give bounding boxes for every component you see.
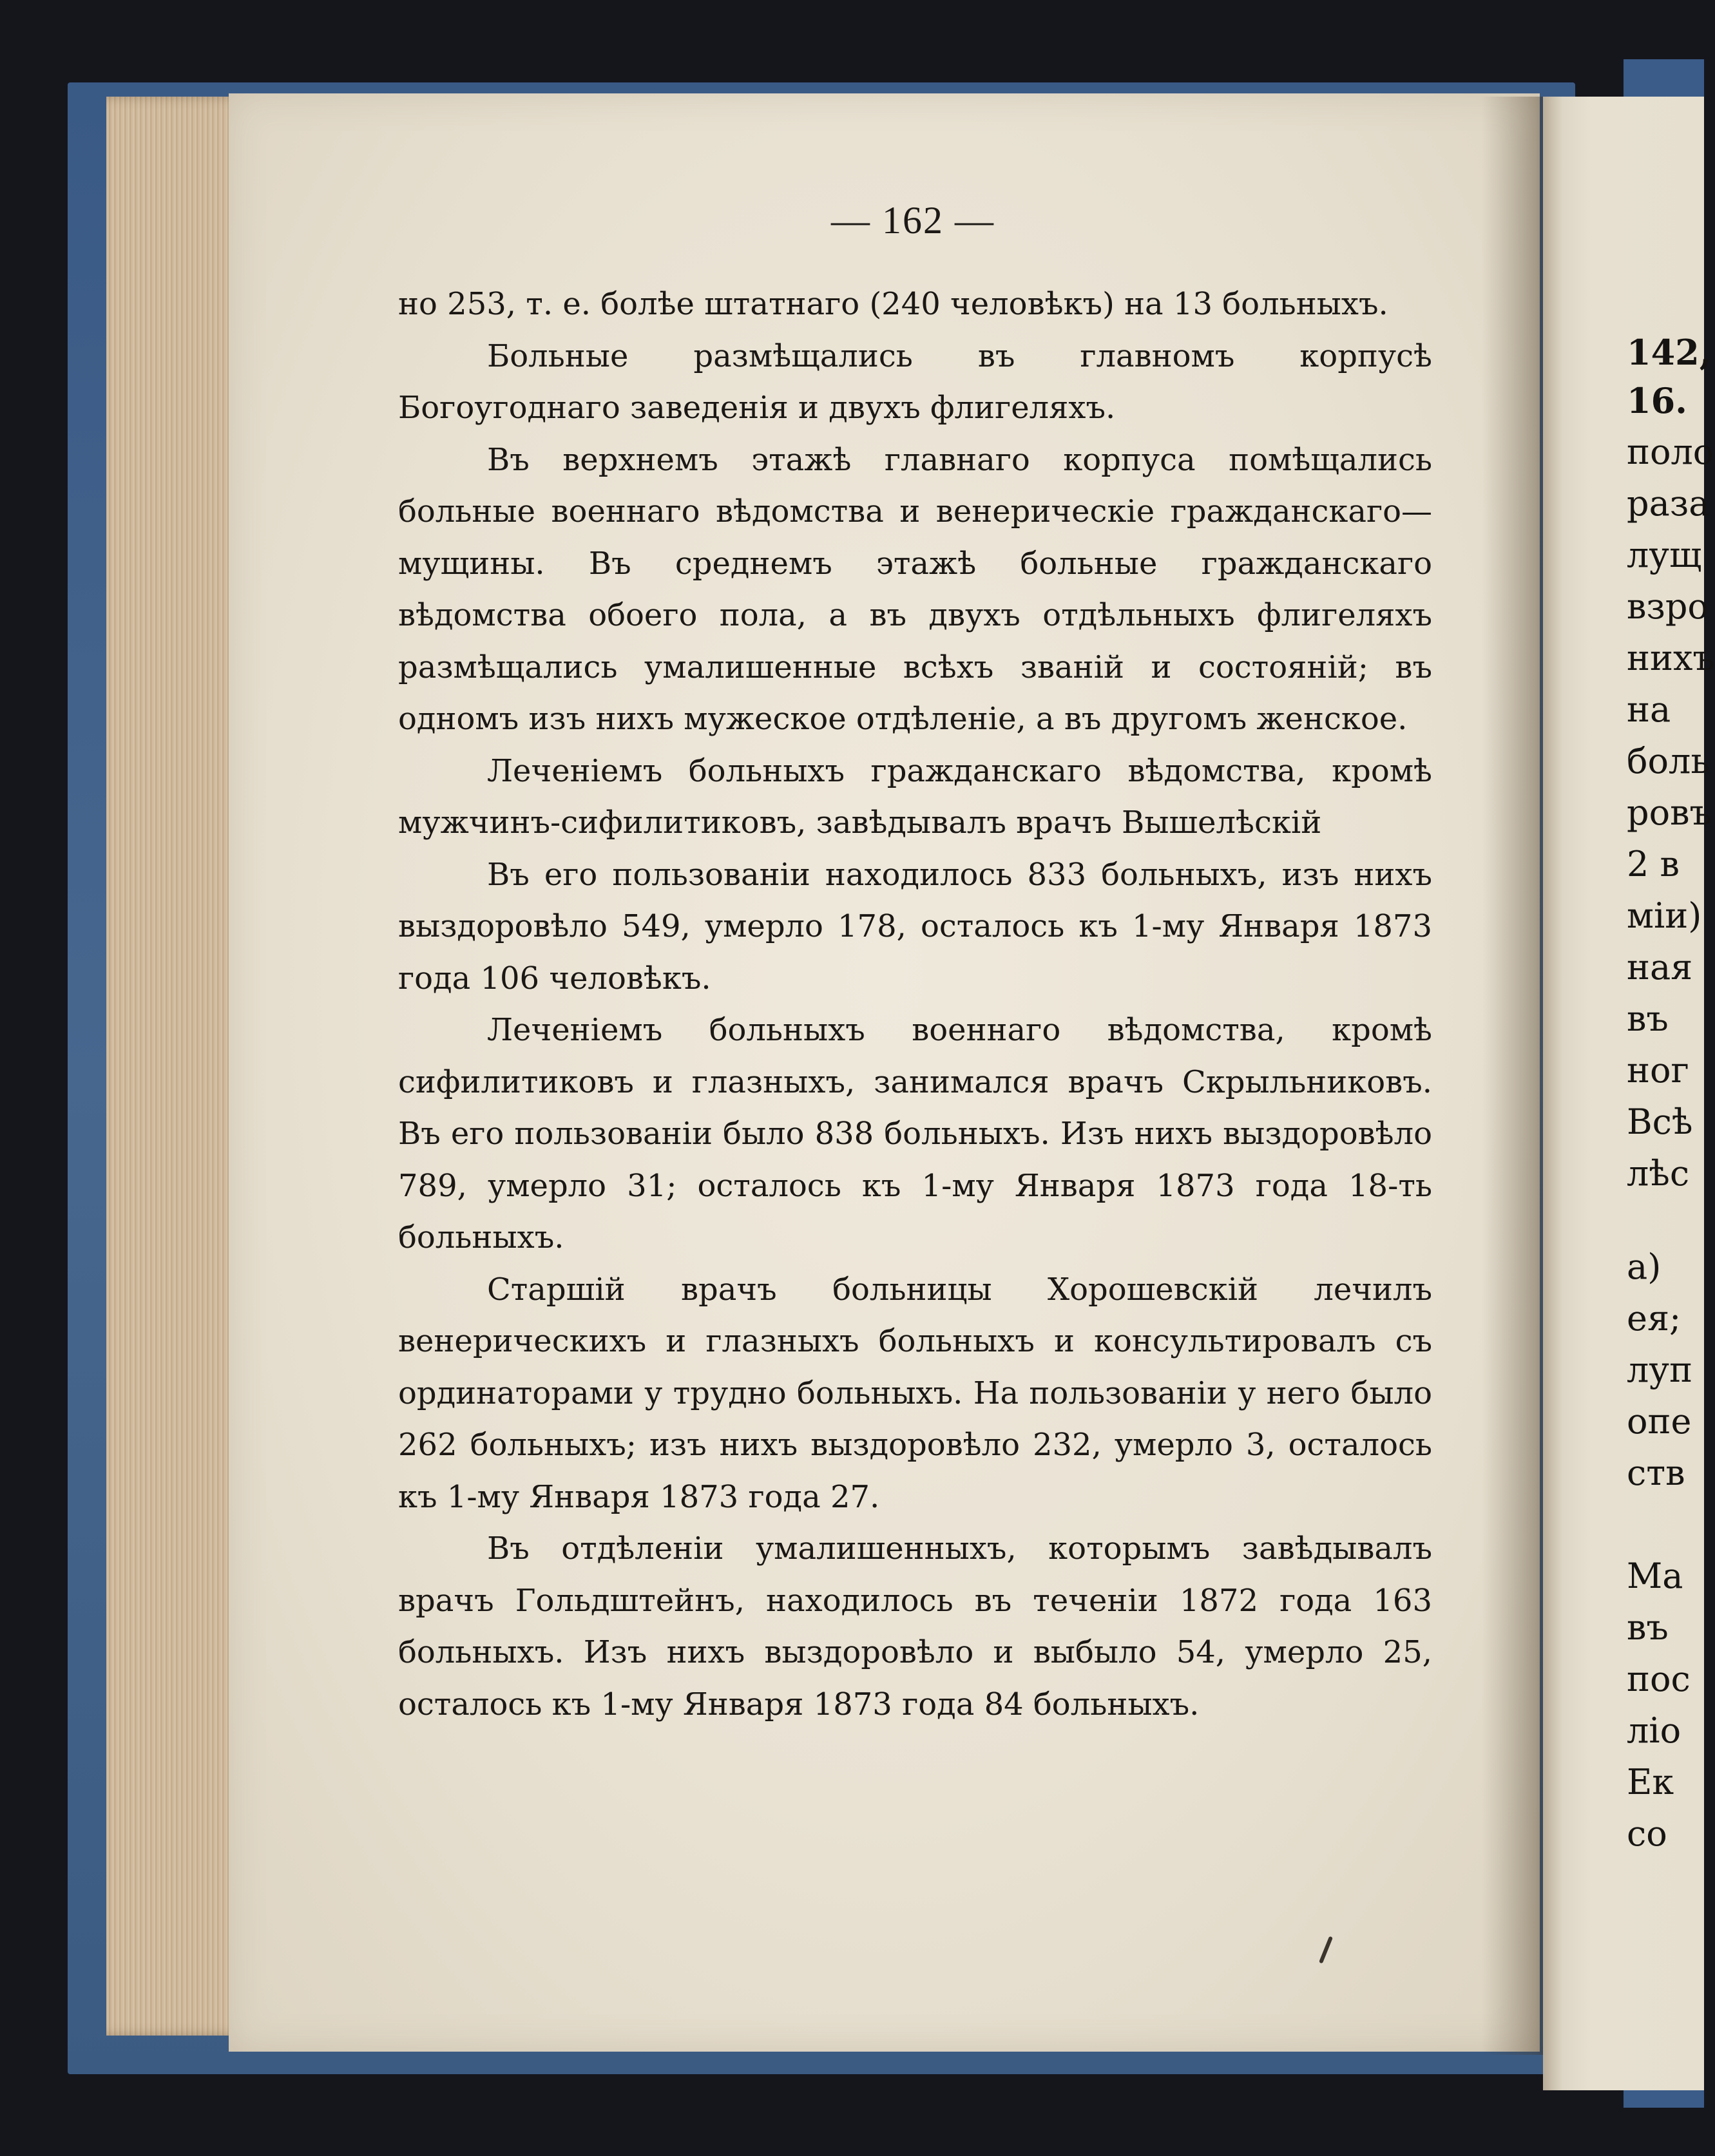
facing-text-line: ея;	[1627, 1298, 1681, 1339]
facing-text-line: раза	[1627, 483, 1710, 524]
paragraph: Въ его пользованіи находилось 833 больныхъ, изъ нихъ выздоровѣло 549, умерло 178, осталось къ 1-му Января 1873 года 106 человѣкъ.	[398, 856, 1432, 997]
paragraph: Больные размѣщались въ главномъ корпусѣ Богоугоднаго заведенія и двухъ флигеляхъ.	[398, 338, 1432, 426]
facing-text-line: лѣс	[1627, 1153, 1690, 1194]
paragraph: Старшій врачъ больницы Хорошевскій лечилъ венерическихъ и глазныхъ больныхъ и консультировалъ съ ординаторами у трудно больныхъ. На пользованіи у него было 262 больныхъ; изъ нихъ выздоровѣло 232, умерло 3, осталось къ 1-му Января 1873 года 27.	[398, 1271, 1432, 1515]
facing-text-line: нихъ	[1627, 638, 1715, 678]
facing-text-line: міи)	[1627, 895, 1702, 936]
page-number-header: — 162 —	[831, 199, 995, 242]
facing-text-line: Всѣ	[1627, 1102, 1693, 1142]
facing-text-line: ная	[1627, 947, 1693, 987]
facing-text-line: боль	[1627, 741, 1710, 781]
facing-text-line: пос	[1627, 1659, 1691, 1699]
facing-text-line: поло	[1627, 432, 1714, 472]
facing-text-line: взро	[1627, 586, 1709, 627]
facing-text-line: Ек	[1627, 1762, 1674, 1802]
paragraph: Леченіемъ больныхъ гражданскаго вѣдомства, кромѣ мужчинъ-сифилитиковъ, завѣдывалъ врачъ Вышелѣскій	[398, 752, 1432, 841]
facing-text-line: ног	[1627, 1050, 1689, 1091]
facing-text-line: ровъ	[1627, 792, 1712, 833]
facing-text-line: луп	[1627, 1350, 1693, 1390]
facing-text-line: а)	[1627, 1246, 1662, 1287]
paragraph: Въ отдѣленіи умалишенныхъ, которымъ завѣдывалъ врачъ Гольдштейнъ, находилось въ теченіи 1872 года 163 больныхъ. Изъ нихъ выздоровѣло и выбыло 54, умерло 25, осталось къ 1-му Января 1873 года 84 больныхъ.	[398, 1531, 1432, 1722]
facing-text-line: ств	[1627, 1453, 1685, 1493]
facing-text-line: 142,	[1627, 332, 1712, 373]
facing-text-line: 2 в	[1627, 844, 1680, 884]
facing-text-line: въ	[1627, 998, 1669, 1039]
facing-text-line: со	[1627, 1813, 1667, 1854]
paragraph: Въ верхнемъ этажѣ главнаго корпуса помѣщались больные военнаго вѣдомства и венерическіе гражданскаго—мущины. Въ среднемъ этажѣ больные гражданскаго вѣдомства обоего пола, а въ двухъ отдѣльныхъ флигеляхъ размѣщались умалишенные всѣхъ званій и состояній; въ одномъ изъ нихъ мужеское отдѣленіе, а въ другомъ женское.	[398, 441, 1432, 737]
right-facing-page	[1543, 97, 1715, 2090]
facing-text-line: опе	[1627, 1401, 1692, 1442]
facing-text-line: въ	[1627, 1607, 1669, 1648]
facing-text-line: ліо	[1627, 1710, 1681, 1751]
facing-text-line: 16.	[1627, 380, 1687, 421]
facing-text-line: на	[1627, 689, 1671, 730]
facing-text-line: лущ	[1627, 535, 1702, 575]
facing-text-line: Ма	[1627, 1556, 1683, 1596]
paragraph: Леченіемъ больныхъ военнаго вѣдомства, кромѣ сифилитиковъ и глазныхъ, занимался врачъ Скрыльниковъ. Въ его пользованіи было 838 больныхъ. Изъ нихъ выздоровѣло 789, умерло 31; осталось къ 1-му Января 1873 года 18-ть больныхъ.	[398, 1012, 1432, 1255]
page-body-text	[398, 278, 1432, 1730]
paragraph: но 253, т. е. болѣе штатнаго (240 человѣкъ) на 13 больныхъ.	[398, 286, 1388, 322]
